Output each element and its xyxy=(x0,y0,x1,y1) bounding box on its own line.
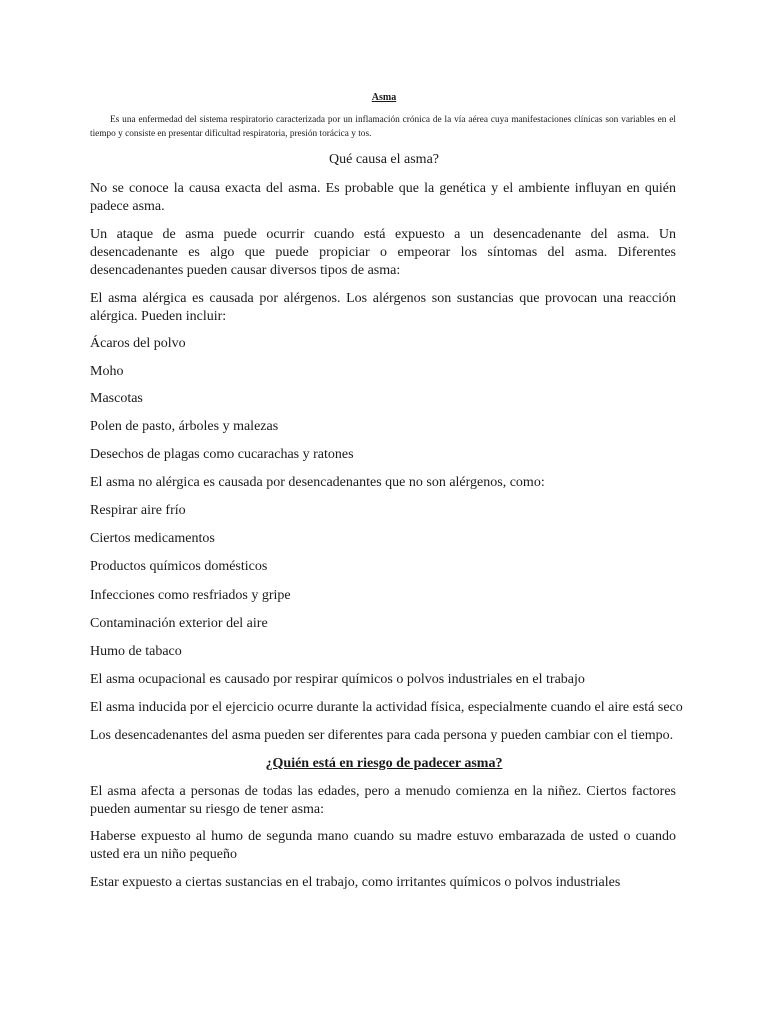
paragraph-allergic-asthma: El asma alérgica es causada por alérgenos. Los alérgenos son sustancias que provocan una reacción alérgica. Pueden incluir: xyxy=(90,291,676,324)
paragraph-work-exposure: Estar expuesto a ciertas sustancias en el trabajo, como irritantes químicos o polvos industriales xyxy=(90,875,621,890)
list-item-trigger: Respirar aire frío xyxy=(90,503,186,518)
paragraph-exercise-asthma: El asma inducida por el ejercicio ocurre durante la actividad física, especialmente cuando el aire está seco xyxy=(90,700,683,715)
list-item-allergen: Polen de pasto, árboles y malezas xyxy=(90,419,279,434)
heading-risk: ¿Quién está en riesgo de padecer asma? xyxy=(265,756,503,771)
paragraph-secondhand-smoke: Haberse expuesto al humo de segunda mano cuando su madre estuvo embarazada de usted o cuando usted era un niño pequeño xyxy=(90,829,676,862)
paragraph-risk: El asma afecta a personas de todas las edades, pero a menudo comienza en la niñez. Ciertos factores pueden aumentar su riesgo de tener asma: xyxy=(90,784,676,817)
list-item-allergen: Moho xyxy=(90,364,124,379)
heading-causes: Qué causa el asma? xyxy=(329,152,439,167)
list-item-trigger: Productos químicos domésticos xyxy=(90,559,268,574)
list-item-allergen: Mascotas xyxy=(90,391,143,406)
paragraph-nonallergic-asthma: El asma no alérgica es causada por desencadenantes que no son alérgenos, como: xyxy=(90,475,545,490)
list-item-trigger: Ciertos medicamentos xyxy=(90,531,215,546)
paragraph-asthma-attack: Un ataque de asma puede ocurrir cuando está expuesto a un desencadenante del asma. Un desencadenante es algo que puede propiciar o empeorar los síntomas del asma. Diferentes desencadenantes pueden causar diversos tipos de asma: xyxy=(90,227,676,278)
paragraph-triggers-vary: Los desencadenantes del asma pueden ser diferentes para cada persona y pueden cambiar con el tiempo. xyxy=(90,728,674,743)
paragraph-unknown-cause: No se conoce la causa exacta del asma. Es probable que la genética y el ambiente influyan en quién padece asma. xyxy=(90,181,676,214)
paragraph-occupational-asthma: El asma ocupacional es causado por respirar químicos o polvos industriales en el trabajo xyxy=(90,672,585,687)
list-item-allergen: Ácaros del polvo xyxy=(90,336,186,351)
list-item-allergen: Desechos de plagas como cucarachas y ratones xyxy=(90,447,354,462)
intro-paragraph: Es una enfermedad del sistema respiratorio caracterizada por un inflamación crónica de la vía aérea cuya manifestaciones clínicas son variables en el tiempo y consiste en presentar dificultad respiratoria, presión torácica y tos. xyxy=(90,115,676,139)
document-title: Asma xyxy=(371,92,397,103)
list-item-trigger: Humo de tabaco xyxy=(90,644,182,659)
list-item-trigger: Contaminación exterior del aire xyxy=(90,616,268,631)
list-item-trigger: Infecciones como resfriados y gripe xyxy=(90,588,291,603)
